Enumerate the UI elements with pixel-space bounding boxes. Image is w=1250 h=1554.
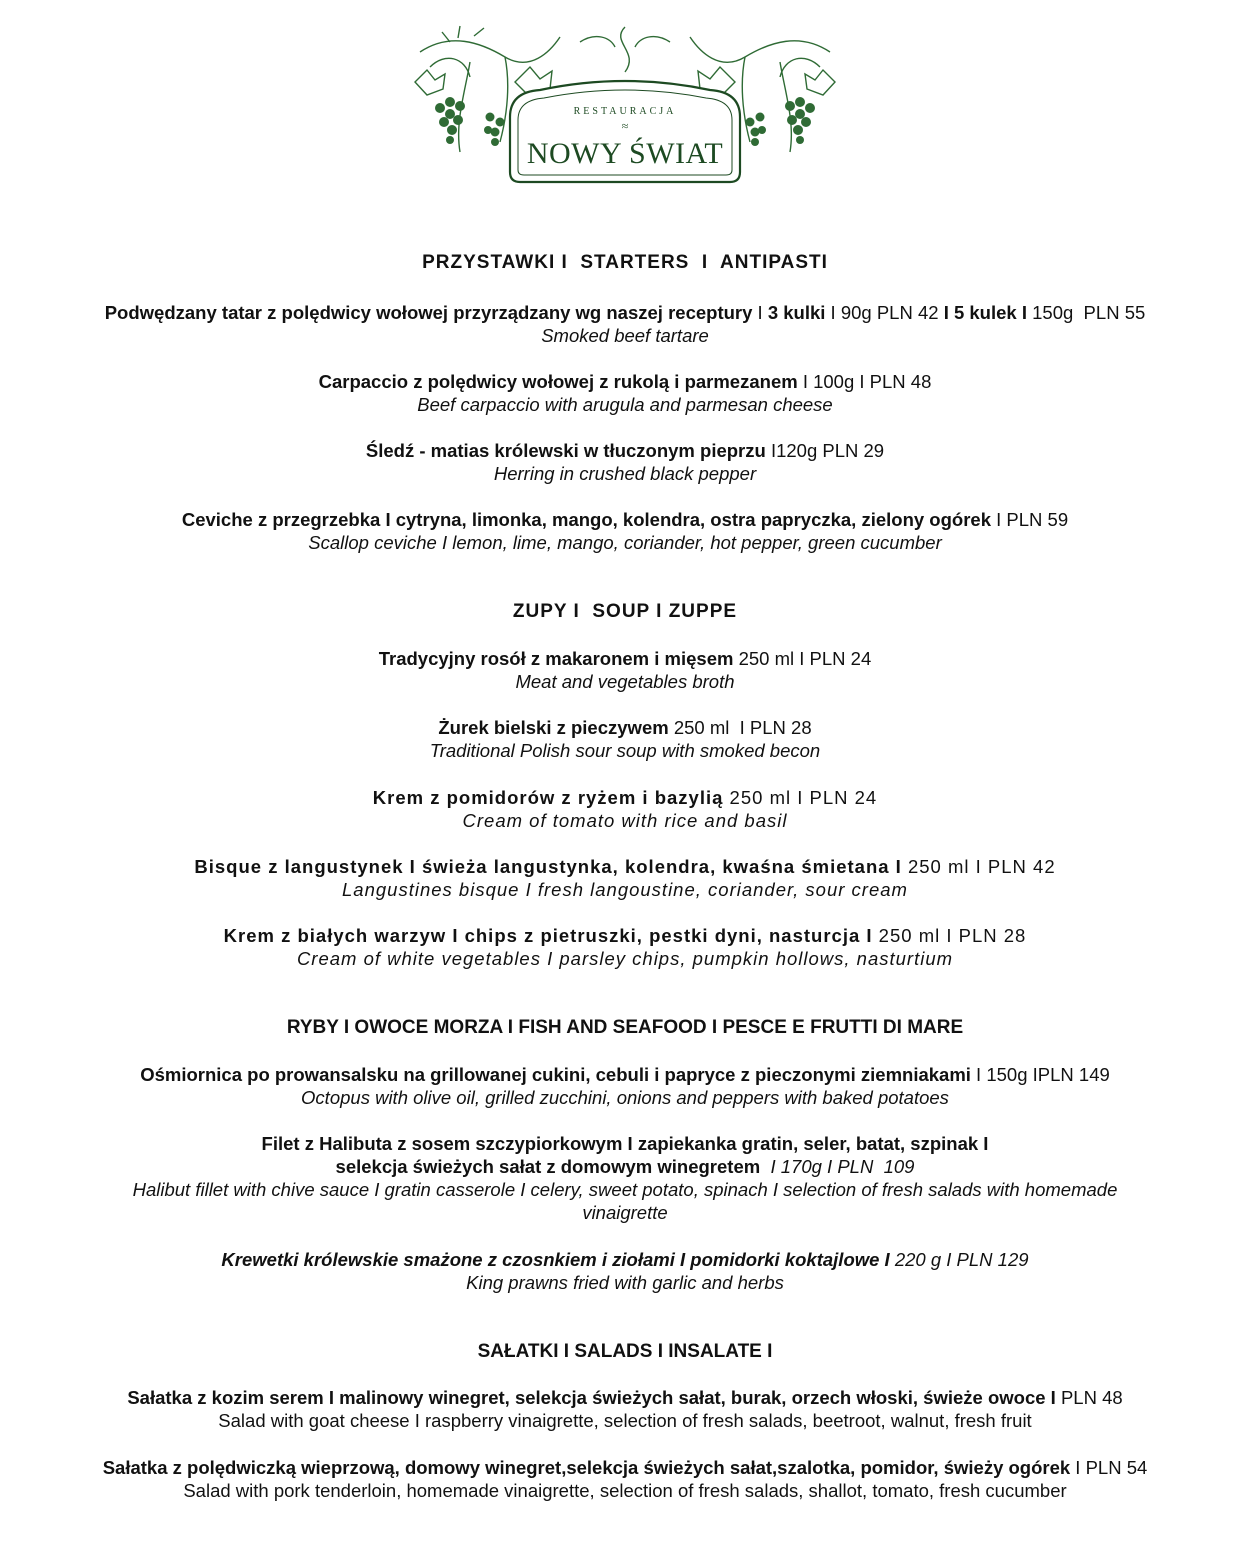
section-title-salads: SAŁATKI I SALADS I INSALATE I — [477, 1341, 773, 1362]
item-name: Śledź - matias królewski w tłuczonym pieprzu — [365, 440, 766, 461]
menu-item — [0, 924, 1250, 970]
menu-item — [0, 1386, 1250, 1432]
item-english: Smoked beef tartare — [541, 325, 709, 346]
menu-item — [0, 1063, 1250, 1109]
item-english: Salad with goat cheese I raspberry vinaigrette, selection of fresh salads, beetroot, walnut, fresh fruit — [218, 1410, 1032, 1431]
item-english: Scallop ceviche I lemon, lime, mango, coriander, hot pepper, green cucumber — [308, 532, 942, 553]
item-english: Beef carpaccio with arugula and parmesan cheese — [417, 394, 833, 415]
menu-item — [0, 439, 1250, 485]
item-detail: 250 ml I PLN 28 — [668, 717, 812, 738]
item-detail: I 150g IPLN 149 — [970, 1064, 1110, 1085]
restaurant-logo — [410, 22, 840, 202]
item-english: Langustines bisque I fresh langoustine, coriander, sour cream — [342, 879, 908, 900]
item-english: Traditional Polish sour soup with smoked becon — [429, 740, 821, 761]
menu-item — [0, 716, 1250, 762]
item-name: Ceviche z przegrzebka I cytryna, limonka, mango, kolendra, ostra papryczka, zielony ogórek — [181, 509, 991, 530]
logo-small-text: RESTAURACJA — [573, 106, 677, 117]
item-english: Cream of tomato with rice and basil — [462, 810, 788, 831]
item-english: King prawns fried with garlic and herbs — [466, 1272, 784, 1293]
menu-item — [0, 1132, 1250, 1224]
section-title-starters: PRZYSTAWKI I STARTERS I ANTIPASTI — [422, 252, 828, 273]
item-detail: 250 ml I PLN 24 — [733, 648, 872, 669]
item-detail: I PLN 59 — [991, 509, 1069, 530]
item-detail: 220 g I PLN 129 — [889, 1249, 1029, 1270]
item-separator: I — [757, 302, 768, 323]
menu-item — [0, 508, 1250, 554]
item-name: Krem z pomidorów z ryżem i bazylią — [372, 787, 724, 808]
item-english: Salad with pork tenderloin, homemade vinaigrette, selection of fresh salads, shallot, tomato, fresh cucumber — [183, 1480, 1067, 1501]
section-title-fish: RYBY I OWOCE MORZA I FISH AND SEAFOOD I PESCE E FRUTTI DI MARE — [286, 1017, 964, 1038]
item-detail: I 90g PLN 42 — [825, 302, 944, 323]
menu-item — [0, 1248, 1250, 1294]
item-detail: I PLN 54 — [1070, 1457, 1148, 1478]
item-english: vinaigrette — [582, 1202, 668, 1223]
item-detail: PLN 48 — [1055, 1387, 1123, 1408]
item-detail: I120g PLN 29 — [765, 440, 885, 461]
item-detail: 250 ml I PLN 24 — [723, 787, 878, 808]
item-name: Sałatka z polędwiczką wieprzową, domowy winegret,selekcja świeżych sałat,szalotka, pomidor, świeży ogórek — [102, 1457, 1071, 1478]
item-name: Carpaccio z polędwicy wołowej z rukolą i parmezanem — [318, 371, 798, 392]
item-name: Ośmiornica po prowansalsku na grillowanej cukini, cebuli i papryce z pieczonymi ziemniakami — [140, 1064, 971, 1085]
logo-name: NOWY ŚWIAT — [526, 137, 724, 170]
item-name: selekcja świeżych sałat z domowym winegretem — [335, 1156, 761, 1177]
item-english: Octopus with olive oil, grilled zucchini, onions and peppers with baked potatoes — [301, 1087, 949, 1108]
item-detail: 250 ml I PLN 28 — [872, 925, 1027, 946]
menu-item — [0, 855, 1250, 901]
item-english: Herring in crushed black pepper — [493, 463, 757, 484]
item-name: Bisque z langustynek I świeża langustynka, kolendra, kwaśna śmietana I — [194, 856, 902, 877]
logo-ornament-icon: ≈ — [621, 119, 629, 133]
item-name: Krewetki królewskie smażone z czosnkiem i ziołami I pomidorki koktajlowe I — [221, 1249, 890, 1270]
menu-item — [0, 786, 1250, 832]
item-name-line1: Filet z Halibuta z sosem szczypiorkowym I zapiekanka gratin, seler, batat, szpinak I — [261, 1133, 989, 1154]
menu-item — [0, 647, 1250, 693]
item-detail: 150g PLN 55 — [1026, 302, 1146, 323]
item-option: 3 kulki — [767, 302, 826, 323]
menu-item — [0, 301, 1250, 347]
item-polish-line — [0, 301, 1250, 324]
item-english: Halibut fillet with chive sauce I gratin casserole I celery, sweet potato, spinach I selection of fresh salads with homemade — [132, 1179, 1118, 1200]
item-name: Sałatka z kozim serem I malinowy winegret, selekcja świeżych sałat, burak, orzech włoski, świeże owoce I — [127, 1387, 1056, 1408]
item-english: Cream of white vegetables I parsley chips, pumpkin hollows, nasturtium — [296, 948, 954, 969]
item-name: Żurek bielski z pieczywem — [438, 717, 669, 738]
item-option: I 5 kulek I — [943, 302, 1027, 323]
item-english: Meat and vegetables broth — [515, 671, 735, 692]
menu-item — [0, 370, 1250, 416]
item-name: Podwędzany tatar z polędwicy wołowej przyrządzany wg naszej receptury — [104, 302, 758, 323]
menu-item — [0, 1456, 1250, 1502]
item-name: Tradycyjny rosół z makaronem i mięsem — [378, 648, 734, 669]
item-name: Krem z białych warzyw I chips z pietruszki, pestki dyni, nasturcja I — [223, 925, 873, 946]
item-detail: I 170g I PLN 109 — [760, 1156, 915, 1177]
item-detail: I 100g I PLN 48 — [797, 371, 932, 392]
section-title-soup: ZUPY I SOUP I ZUPPE — [512, 601, 738, 622]
item-detail: 250 ml I PLN 42 — [901, 856, 1056, 877]
